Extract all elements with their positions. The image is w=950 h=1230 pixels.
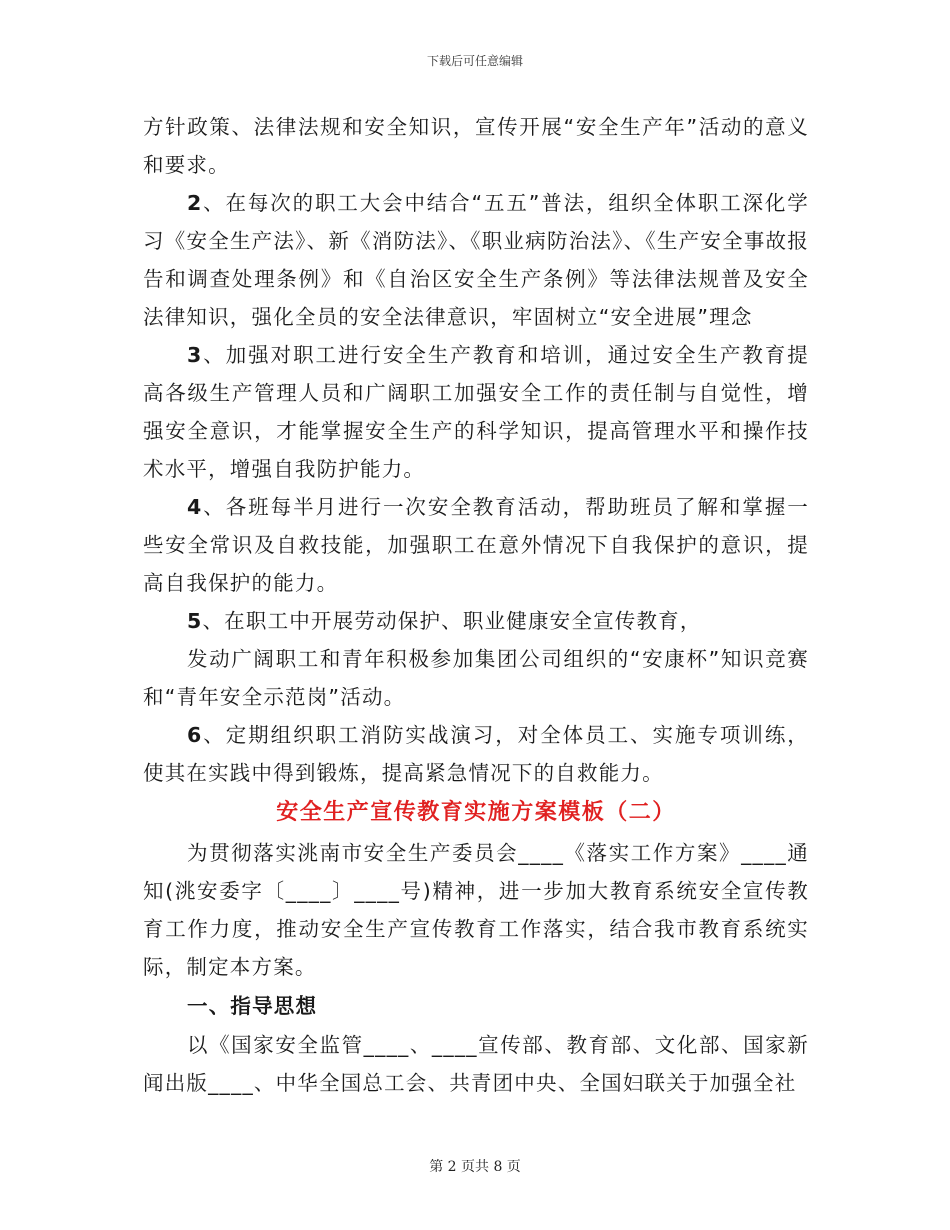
paragraph-item-5 xyxy=(143,602,809,640)
section-title: 安全生产宣传教育实施方案模板（二） xyxy=(276,800,676,825)
paragraph-item-2 xyxy=(143,184,809,336)
paragraph-intro: 方针政策、法律法规和安全知识，宣传开展“安全生产年”活动的意义和要求。 xyxy=(143,115,809,177)
document-body xyxy=(143,108,809,1102)
paragraph-purpose: 为贯彻落实洮南市安全生产委员会____《落实工作方案》____通知(洮安委字〔____〕____号)精神，进一步加大教育系统安全宣传教育工作力度，推动安全生产宣传教育工作落实，结合我市教育系统实际，制定本方案。 xyxy=(143,841,809,979)
heading-guiding-ideology: 一、指导思想 xyxy=(187,994,318,1018)
item-number: 5 xyxy=(187,609,203,633)
page-footer: 第 2 页共 8 页 xyxy=(429,1159,521,1175)
paragraph-guiding: 以《国家安全监管____、____宣传部、教育部、文化部、国家新闻出版____、中华全国总工会、共青团中央、全国妇联关于加强全社 xyxy=(143,1033,809,1095)
page-header: 下载后可任意编辑 xyxy=(426,54,523,68)
item-number: 4 xyxy=(187,495,203,519)
item-number: 6 xyxy=(187,723,203,747)
item-text: 、在职工中开展劳动保护、职业健康安全宣传教育， xyxy=(202,609,702,633)
item-text: 、在每次的职工大会中结合“五五”普法，组织全体职工深化学习《安全生产法》、新《消防法》、《职业病防治法》、《生产安全事故报告和调查处理条例》和《自治区安全生产条例》等法律法规普及安全法律知识，强化全员的安全法律意识，牢固树立“安全进展”理念 xyxy=(143,191,809,329)
item-number: 3 xyxy=(187,343,203,367)
item-number: 2 xyxy=(187,191,203,215)
paragraph-item-6 xyxy=(143,716,809,792)
item-text: 、定期组织职工消防实战演习，对全体员工、实施专项训练，使其在实践中得到锻炼，提高紧急情况下的自救能力。 xyxy=(143,723,809,785)
paragraph-item-3 xyxy=(143,336,809,488)
item-text: 、各班每半月进行一次安全教育活动，帮助班员了解和掌握一些安全常识及自救技能，加强职工在意外情况下自我保护的意识，提高自我保护的能力。 xyxy=(143,495,809,595)
paragraph-item-5-continued: 发动广阔职工和青年积极参加集团公司组织的“安康杯”知识竞赛和“青年安全示范岗”活动。 xyxy=(143,647,809,709)
item-text: 、加强对职工进行安全生产教育和培训，通过安全生产教育提高各级生产管理人员和广阔职工加强安全工作的责任制与自觉性，增强安全意识，才能掌握安全生产的科学知识，提高管理水平和操作技术水平，增强自我防护能力。 xyxy=(143,343,809,481)
paragraph-item-4 xyxy=(143,488,809,602)
